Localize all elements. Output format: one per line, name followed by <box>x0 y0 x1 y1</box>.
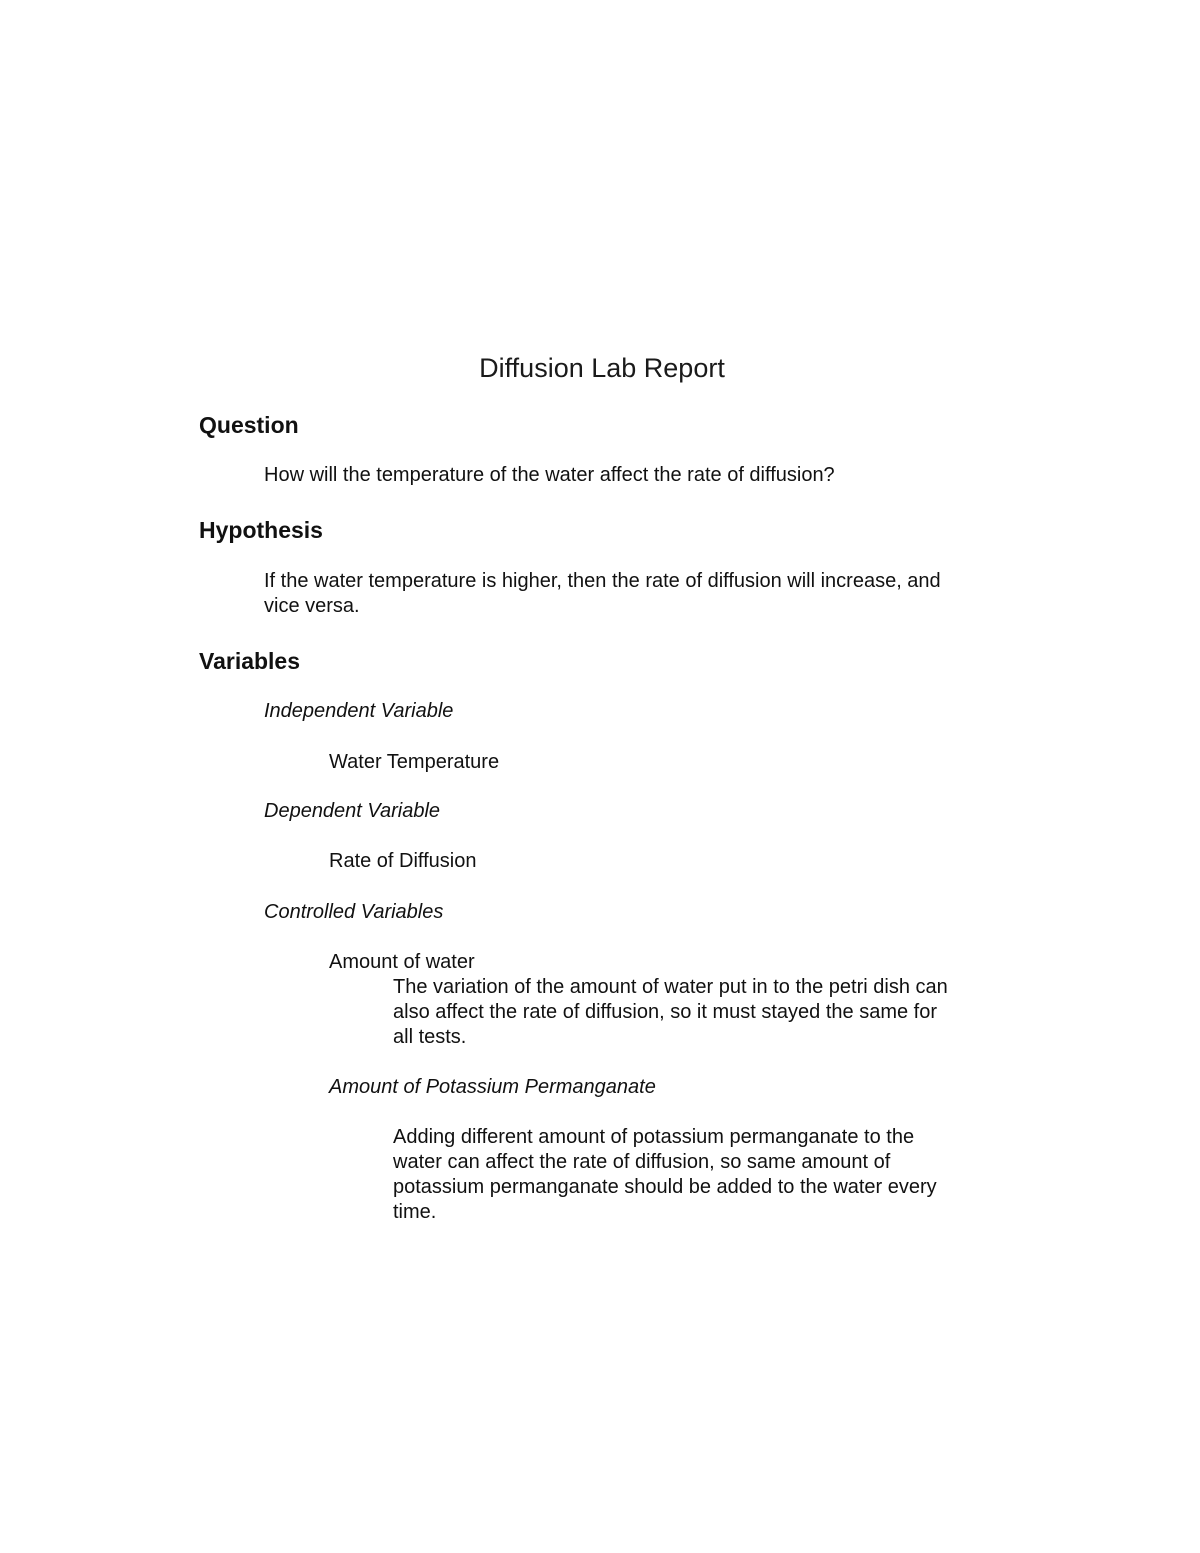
controlled-item-name: Amount of Potassium Permanganate <box>329 1076 656 1098</box>
report-title: Diffusion Lab Report <box>479 353 725 383</box>
description-line: all tests. <box>393 1026 467 1048</box>
controlled-variables-label: Controlled Variables <box>264 901 444 923</box>
description-line: water can affect the rate of diffusion, so same amount of <box>393 1151 891 1173</box>
hypothesis-text <box>264 569 941 619</box>
controlled-item-description <box>393 975 948 1050</box>
description-line: time. <box>393 1201 437 1223</box>
description-line: potassium permanganate should be added to the water every <box>393 1176 937 1198</box>
independent-variable-value: Water Temperature <box>329 751 500 773</box>
independent-variable-label: Independent Variable <box>264 700 454 722</box>
hypothesis-line: If the water temperature is higher, then the rate of diffusion will increase, and <box>264 570 941 592</box>
hypothesis-line: vice versa. <box>264 595 360 617</box>
description-line: The variation of the amount of water put in to the petri dish can <box>393 976 948 998</box>
question-heading: Question <box>199 412 299 438</box>
description-line: also affect the rate of diffusion, so it must stayed the same for <box>393 1001 937 1023</box>
controlled-item-description <box>393 1125 937 1225</box>
hypothesis-heading: Hypothesis <box>199 517 323 543</box>
dependent-variable-value: Rate of Diffusion <box>329 850 477 872</box>
dependent-variable-label: Dependent Variable <box>264 800 441 822</box>
question-text: How will the temperature of the water affect the rate of diffusion? <box>264 464 835 486</box>
variables-heading: Variables <box>199 648 301 674</box>
description-line: Adding different amount of potassium permanganate to the <box>393 1126 915 1148</box>
controlled-item-name: Amount of water <box>329 951 475 973</box>
